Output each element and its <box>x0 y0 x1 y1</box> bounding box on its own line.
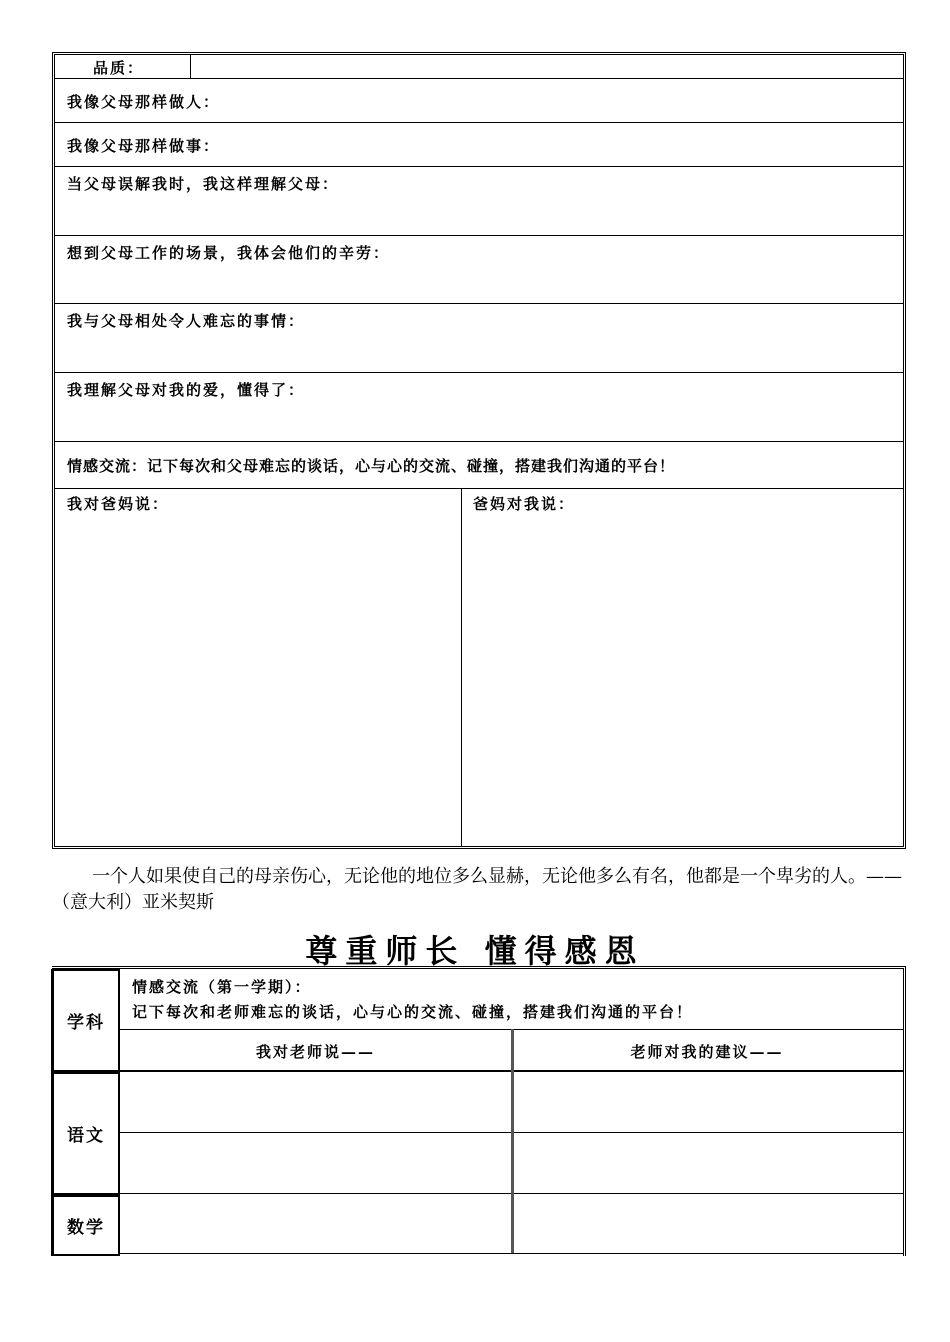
math-teacher-cell[interactable] <box>515 1195 899 1252</box>
row-label-memorable: 我与父母相处令人难忘的事情： <box>67 312 306 330</box>
chinese-me-cell-1[interactable] <box>122 1072 510 1131</box>
form-row[interactable] <box>55 304 903 373</box>
column-divider <box>511 1029 514 1253</box>
row-label-love: 我理解父母对我的爱，懂得了： <box>67 381 306 399</box>
exchange-instruction: 情感交流：记下每次和父母难忘的谈话，心与心的交流、碰撞，搭建我们沟通的平台！ <box>67 457 676 475</box>
teacher-communication-table <box>52 966 906 1256</box>
form-row[interactable] <box>55 123 903 167</box>
quality-divider <box>190 55 191 78</box>
form-row[interactable] <box>55 79 903 123</box>
form-row[interactable] <box>55 236 903 304</box>
row-label-work: 我像父母那样做事： <box>67 137 221 155</box>
me-to-parents-label: 我对爸妈说： <box>67 495 170 513</box>
subject-chinese: 语文 <box>52 1072 120 1195</box>
col-header-me-to-teacher: 我对老师说—— <box>255 1043 375 1061</box>
dialogue-divider <box>461 489 462 846</box>
math-me-cell[interactable] <box>122 1195 510 1252</box>
form-row[interactable] <box>55 167 903 236</box>
form-row[interactable] <box>55 373 903 442</box>
chinese-me-cell-2[interactable] <box>122 1134 510 1192</box>
exchange-instruction-row <box>55 442 903 489</box>
chinese-teacher-cell-1[interactable] <box>515 1072 899 1131</box>
quality-row <box>55 55 903 79</box>
row-label-behave: 我像父母那样做人： <box>67 93 221 111</box>
intro-line-2: 记下每次和老师难忘的谈话，心与心的交流、碰撞，搭建我们沟通的平台！ <box>132 1003 694 1021</box>
parents-to-me-label: 爸妈对我说： <box>473 495 576 513</box>
subject-header: 学科 <box>52 969 120 1072</box>
chinese-teacher-cell-2[interactable] <box>515 1134 899 1192</box>
subject-math: 数学 <box>52 1195 120 1256</box>
quote-text: 一个人如果使自己的母亲伤心，无论他的地位多么显赫，无论他多么有名，他都是一个卑劣的人。——（意大利）亚米契斯 <box>52 866 902 913</box>
col-header-teacher-advice: 老师对我的建议—— <box>630 1043 784 1061</box>
dialogue-row <box>55 489 903 846</box>
intro-line-1: 情感交流（第一学期）： <box>132 978 312 996</box>
section-heading: 尊重师长 懂得感恩 <box>305 932 645 970</box>
intro-text <box>132 975 693 1025</box>
row-label-hardship: 想到父母工作的场景，我体会他们的辛劳： <box>67 244 391 262</box>
quality-label: 品质： <box>93 59 145 77</box>
row-label-misunderstand: 当父母误解我时，我这样理解父母： <box>67 175 340 193</box>
parent-communication-form <box>52 52 906 849</box>
row-divider <box>120 1253 903 1254</box>
